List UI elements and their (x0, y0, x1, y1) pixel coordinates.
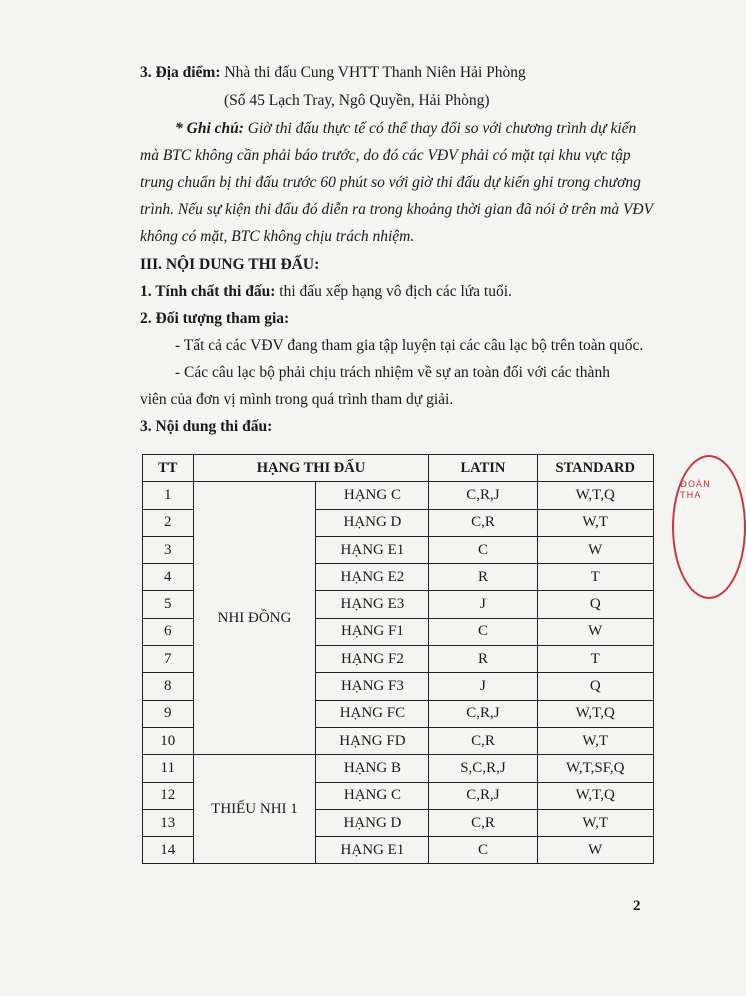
row-number: 9 (143, 700, 194, 727)
row-latin: C,R (429, 809, 537, 836)
row-class: HẠNG B (316, 755, 429, 782)
content-label: 3. Nội dung thi đấu: (140, 418, 273, 435)
table-row (143, 755, 654, 782)
row-standard: Q (537, 673, 654, 700)
page-number: 2 (633, 898, 641, 914)
row-standard: W,T (537, 727, 654, 754)
participants-label: 2. Đối tượng tham gia: (140, 310, 290, 327)
row-class: HẠNG FD (316, 727, 429, 754)
nature-line (140, 283, 512, 301)
red-seal-stamp (672, 455, 746, 599)
row-latin: C,R (429, 727, 537, 754)
note-line-3: trung chuẩn bị thi đấu trước 60 phút so với giờ thi đấu dự kiến ghi trong chương (140, 174, 641, 191)
row-number: 6 (143, 618, 194, 645)
note-line-4: trình. Nếu sự kiện thi đấu đó diễn ra trong khoảng thời gian đã nói ở trên mà VĐV (140, 201, 654, 218)
competition-table (142, 454, 654, 864)
header-standard: STANDARD (537, 455, 654, 482)
row-class: HẠNG E2 (316, 564, 429, 591)
row-standard: Q (537, 591, 654, 618)
row-latin: R (429, 646, 537, 673)
row-number: 7 (143, 646, 194, 673)
nature-text: thi đấu xếp hạng vô địch các lứa tuổi. (279, 283, 512, 300)
participants-item-2b: viên của đơn vị mình trong quá trình tham dự giải. (140, 391, 454, 408)
participants-item-1: - Tất cả các VĐV đang tham gia tập luyện tại các câu lạc bộ trên toàn quốc. (175, 337, 644, 354)
table-header-row (143, 455, 654, 482)
row-class: HẠNG C (316, 482, 429, 509)
note-line-1 (175, 120, 636, 138)
row-number: 1 (143, 482, 194, 509)
row-standard: W,T,Q (537, 700, 654, 727)
row-latin: J (429, 673, 537, 700)
stamp-text: ĐOÀN THA (680, 480, 711, 501)
row-standard: W,T (537, 809, 654, 836)
row-standard: W,T,Q (537, 782, 654, 809)
nature-label: 1. Tính chất thi đấu: (140, 283, 276, 300)
row-latin: C,R,J (429, 700, 537, 727)
row-standard: T (537, 646, 654, 673)
row-class: HẠNG E1 (316, 837, 429, 864)
place-line (140, 64, 526, 82)
row-standard: T (537, 564, 654, 591)
header-class: HẠNG THI ĐẤU (193, 455, 429, 482)
header-latin: LATIN (429, 455, 537, 482)
place-address: (Số 45 Lạch Tray, Ngô Quyền, Hải Phòng) (224, 92, 490, 109)
table-row (143, 482, 654, 509)
row-number: 8 (143, 673, 194, 700)
row-latin: C (429, 536, 537, 563)
row-number: 4 (143, 564, 194, 591)
row-number: 12 (143, 782, 194, 809)
note-label: * Ghi chú: (175, 120, 244, 137)
row-latin: J (429, 591, 537, 618)
row-class: HẠNG FC (316, 700, 429, 727)
row-standard: W,T (537, 509, 654, 536)
row-standard: W,T,SF,Q (537, 755, 654, 782)
row-standard: W (537, 618, 654, 645)
row-standard: W (537, 536, 654, 563)
row-standard: W (537, 837, 654, 864)
row-number: 13 (143, 809, 194, 836)
row-number: 2 (143, 509, 194, 536)
group-nhi-dong: NHI ĐỒNG (193, 482, 316, 755)
row-class: HẠNG F3 (316, 673, 429, 700)
row-class: HẠNG D (316, 509, 429, 536)
row-class: HẠNG E1 (316, 536, 429, 563)
participants-item-2a: - Các câu lạc bộ phải chịu trách nhiệm về sự an toàn đối với các thành (175, 364, 610, 381)
row-latin: C (429, 618, 537, 645)
row-standard: W,T,Q (537, 482, 654, 509)
row-number: 11 (143, 755, 194, 782)
row-class: HẠNG F1 (316, 618, 429, 645)
place-venue: Nhà thi đấu Cung VHTT Thanh Niên Hải Phòng (224, 64, 526, 81)
row-number: 10 (143, 727, 194, 754)
row-latin: C,R,J (429, 482, 537, 509)
row-number: 5 (143, 591, 194, 618)
row-latin: C (429, 837, 537, 864)
place-label: 3. Địa điểm: (140, 64, 221, 81)
table-body (143, 482, 654, 864)
row-number: 3 (143, 536, 194, 563)
row-class: HẠNG D (316, 809, 429, 836)
group-thieu-nhi-1: THIẾU NHI 1 (193, 755, 316, 864)
row-class: HẠNG C (316, 782, 429, 809)
section-heading: III. NỘI DUNG THI ĐẤU: (140, 256, 320, 273)
row-class: HẠNG F2 (316, 646, 429, 673)
row-latin: R (429, 564, 537, 591)
row-latin: C,R (429, 509, 537, 536)
note-line-2: mà BTC không cần phải báo trước, do đó các VĐV phải có mặt tại khu vực tập (140, 147, 631, 164)
row-latin: C,R,J (429, 782, 537, 809)
header-tt: TT (143, 455, 194, 482)
row-latin: S,C,R,J (429, 755, 537, 782)
note-line-5: không có mặt, BTC không chịu trách nhiệm. (140, 228, 415, 245)
row-number: 14 (143, 837, 194, 864)
note-text-1: Giờ thi đấu thực tế có thể thay đổi so với chương trình dự kiến (247, 120, 637, 137)
row-class: HẠNG E3 (316, 591, 429, 618)
